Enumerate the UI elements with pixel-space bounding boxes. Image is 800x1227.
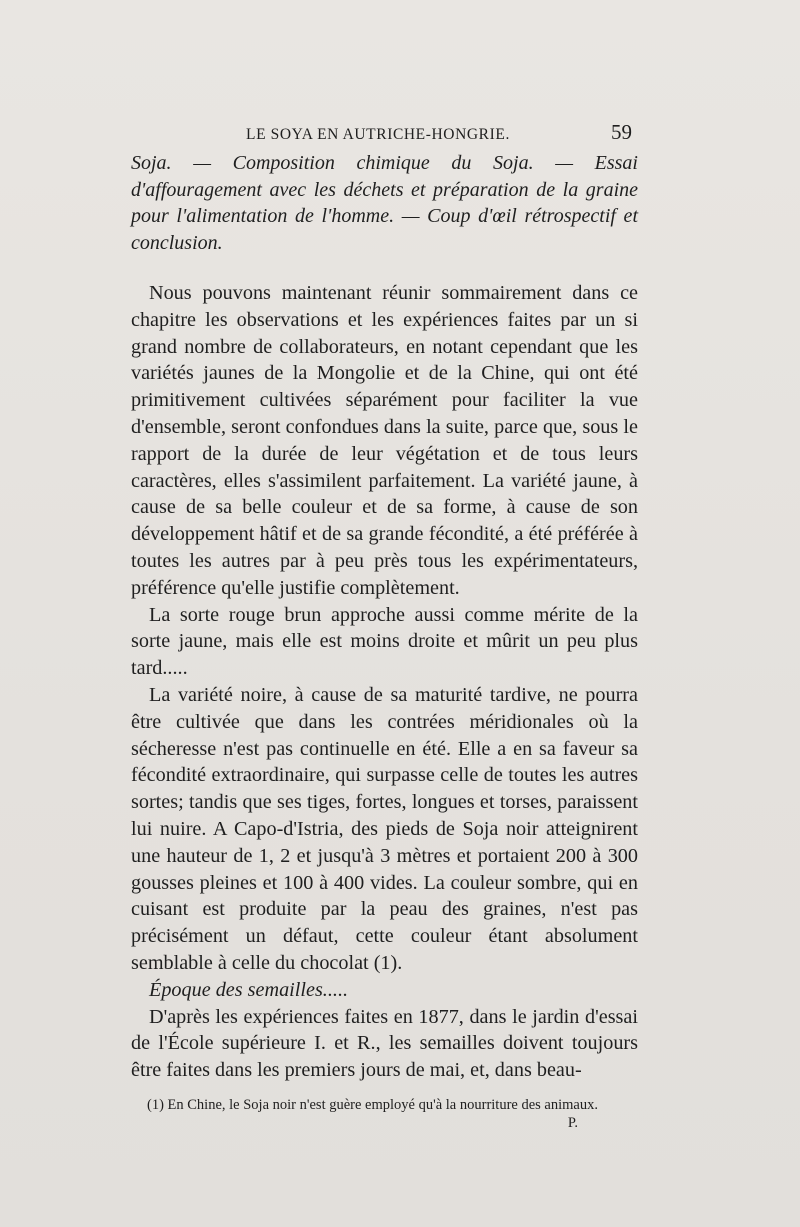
footnote-signature: P. (567, 1114, 578, 1131)
paragraph-1: Nous pouvons maintenant réunir sommairement dans ce chapitre les observations et les expériences faites par un si grand nombre de collaborateurs, en notant cependant que les variétés jaunes de la Mongolie et de la Chine, qui ont été primitivement cultivées séparément pour faciliter la vue d'ensemble, seront confondues dans la suite, parce que, sous le rapport de la durée de leur végétation et de tous leurs caractères, elles s'assimilent parfaitement. La variété jaune, à cause de sa belle couleur et de sa forme, à cause de son développement hâtif et de sa grande fécondité, a été préférée à toutes les autres par à peu près tous les expérimentateurs, préférence qu'elle justifie complètement. (131, 282, 638, 599)
running-head (131, 120, 638, 142)
paragraph-3: La variété noire, à cause de sa maturité tardive, ne pourra être cultivée que dans les contrées méridionales où la sécheresse n'est pas continuelle en été. Elle a en sa faveur sa fécondité extraordinaire, qui surpasse celle de toutes les autres sortes; tandis que ses tiges, fortes, longues et torses, paraissent lui nuire. A Capo-d'Istria, des pieds de Soja noir atteignirent une hauteur de 1, 2 et jusqu'à 3 mètres et portaient 200 à 300 gousses pleines et 100 à 400 vides. La couleur sombre, qui en cuisant est produite par la peau des graines, n'est pas précisément un défaut, cette couleur étant absolument semblable à celle du chocolat (1). (131, 683, 638, 974)
paragraph-4: D'après les expériences faites en 1877, dans le jardin d'essai de l'École supérieure I. et R., les semailles doivent toujours être faites dans les premiers jours de mai, et, dans beau- (131, 1005, 638, 1082)
running-title: LE SOYA EN AUTRICHE-HONGRIE. (246, 126, 510, 143)
footnote (131, 1096, 638, 1131)
page-number: 59 (611, 120, 632, 144)
footnote-text: (1) En Chine, le Soja noir n'est guère employé qu'à la nourriture des animaux. (147, 1096, 598, 1113)
section-heading: Époque des semailles..... (149, 978, 349, 1001)
spacer (131, 256, 638, 280)
text-block (131, 120, 638, 1132)
chapter-summary: Soja. — Composition chimique du Soja. — Essai d'affouragement avec les déchets et préparation de la graine pour l'alimentation de l'homme. — Coup d'œil rétrospectif et conclusion. (131, 152, 638, 254)
paragraph-2: La sorte rouge brun approche aussi comme mérite de la sorte jaune, mais elle est moins droite et mûrit un peu plus tard..... (131, 603, 638, 680)
